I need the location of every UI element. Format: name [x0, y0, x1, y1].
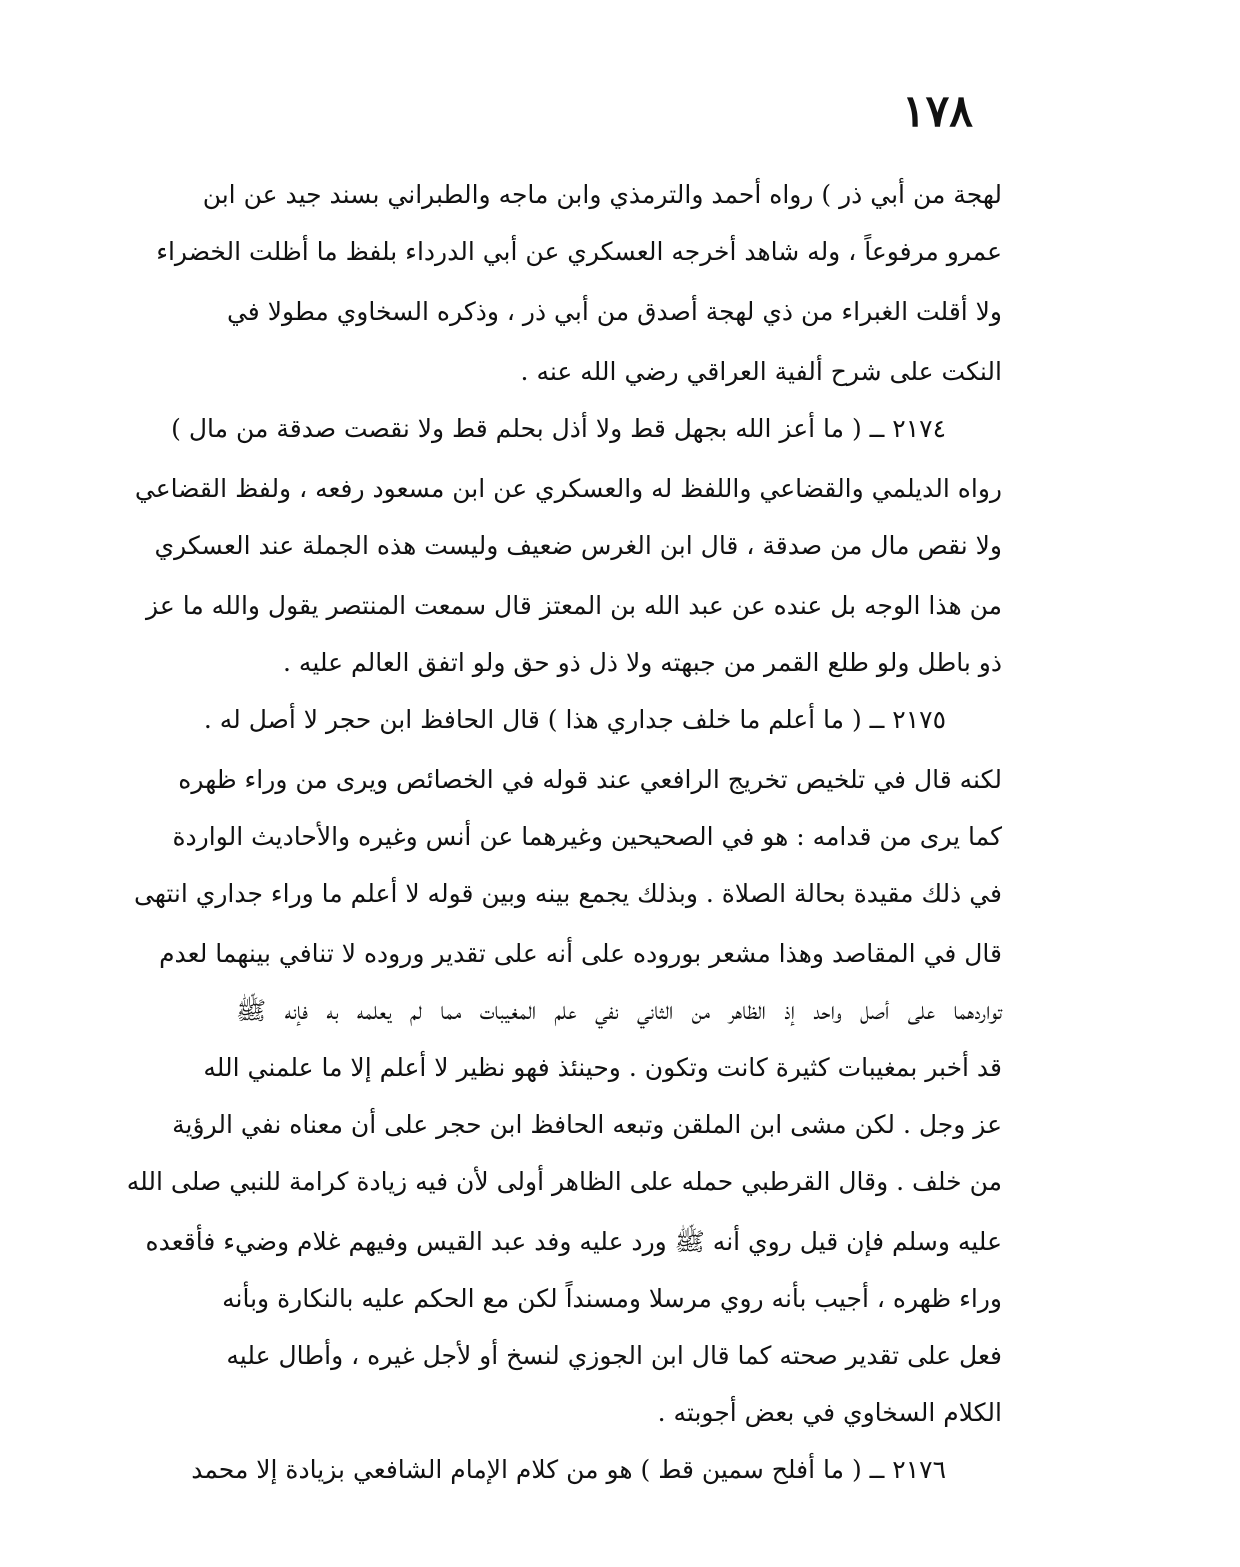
- text-line: ولا نقص مال من صدقة ، قال ابن الغرس ضعيف وليست هذه الجملة عند العسكري: [154, 531, 1002, 560]
- text-line: ذو باطل ولو طلع القمر من جبهته ولا ذل ذو حق ولو اتفق العالم عليه .: [283, 648, 1002, 677]
- text-line: في ذلك مقيدة بحالة الصلاة . وبذلك يجمع بينه وبين قوله لا أعلم ما وراء جداري انتهى: [134, 879, 1002, 908]
- text-line: قال في المقاصد وهذا مشعر بوروده على أنه على تقدير وروده لا تنافي بينهما لعدم: [159, 939, 1002, 968]
- entry-heading-2176: ٢١٧٦ ــ ( ما أفلح سمين قط ) هو من كلام الإمام الشافعي بزيادة إلا محمد: [191, 1455, 946, 1484]
- text-line: كما يرى من قدامه : هو في الصحيحين وغيرهما عن أنس وغيره والأحاديث الواردة: [172, 822, 1002, 851]
- entry-heading-2175: ٢١٧٥ ــ ( ما أعلم ما خلف جداري هذا ) قال الحافظ ابن حجر لا أصل له .: [203, 705, 946, 734]
- text-line: عمرو مرفوعاً ، وله شاهد أخرجه العسكري عن أبي الدرداء بلفظ ما أظلت الخضراء: [156, 237, 1002, 266]
- text-line: عز وجل . لكن مشى ابن الملقن وتبعه الحافظ ابن حجر على أن معناه نفي الرؤية: [172, 1110, 1002, 1139]
- text-line: ولا أقلت الغبراء من ذي لهجة أصدق من أبي ذر ، وذكره السخاوي مطولا في: [226, 297, 1002, 326]
- text-line: من هذا الوجه بل عنده عن عبد الله بن المعتز قال سمعت المنتصر يقول والله ما عز: [146, 591, 1002, 620]
- entry-heading-2174: ٢١٧٤ ــ ( ما أعز الله بجهل قط ولا أذل بحلم قط ولا نقصت صدقة من مال ): [171, 414, 946, 443]
- page-number: ١٧٨: [902, 86, 973, 137]
- text-line: وراء ظهره ، أجيب بأنه روي مرسلا ومسنداً لكن مع الحكم عليه بالنكارة وبأنه: [222, 1284, 1002, 1313]
- text-line: من خلف . وقال القرطبي حمله على الظاهر أولى لأن فيه زيادة كرامة للنبي صلى الله: [126, 1167, 1002, 1196]
- text-line: فعل على تقدير صحته كما قال ابن الجوزي لنسخ أو لأجل غيره ، وأطال عليه: [226, 1341, 1002, 1370]
- text-line: الكلام السخاوي في بعض أجوبته .: [657, 1398, 1002, 1427]
- text-line: لهجة من أبي ذر ) رواه أحمد والترمذي وابن ماجه والطبراني بسند جيد عن ابن: [202, 180, 1002, 209]
- text-line: قد أخبر بمغيبات كثيرة كانت وتكون . وحينئذ فهو نظير لا أعلم إلا ما علمني الله: [203, 1053, 1002, 1082]
- text-line: تواردهما على أصل واحد إذ الظاهر من الثاني نفي علم المغيبات مما لم يعلمه به فإنه ﷺ: [236, 996, 1002, 1025]
- text-line: النكت على شرح ألفية العراقي رضي الله عنه .: [520, 357, 1002, 386]
- text-line: لكنه قال في تلخيص تخريج الرافعي عند قوله في الخصائص ويرى من وراء ظهره: [178, 765, 1002, 794]
- text-line: رواه الديلمي والقضاعي واللفظ له والعسكري عن ابن مسعود رفعه ، ولفظ القضاعي: [134, 474, 1002, 503]
- text-line: عليه وسلم فإن قيل روي أنه ﷺ ورد عليه وفد عبد القيس وفيهم غلام وضيء فأقعده: [145, 1227, 1002, 1256]
